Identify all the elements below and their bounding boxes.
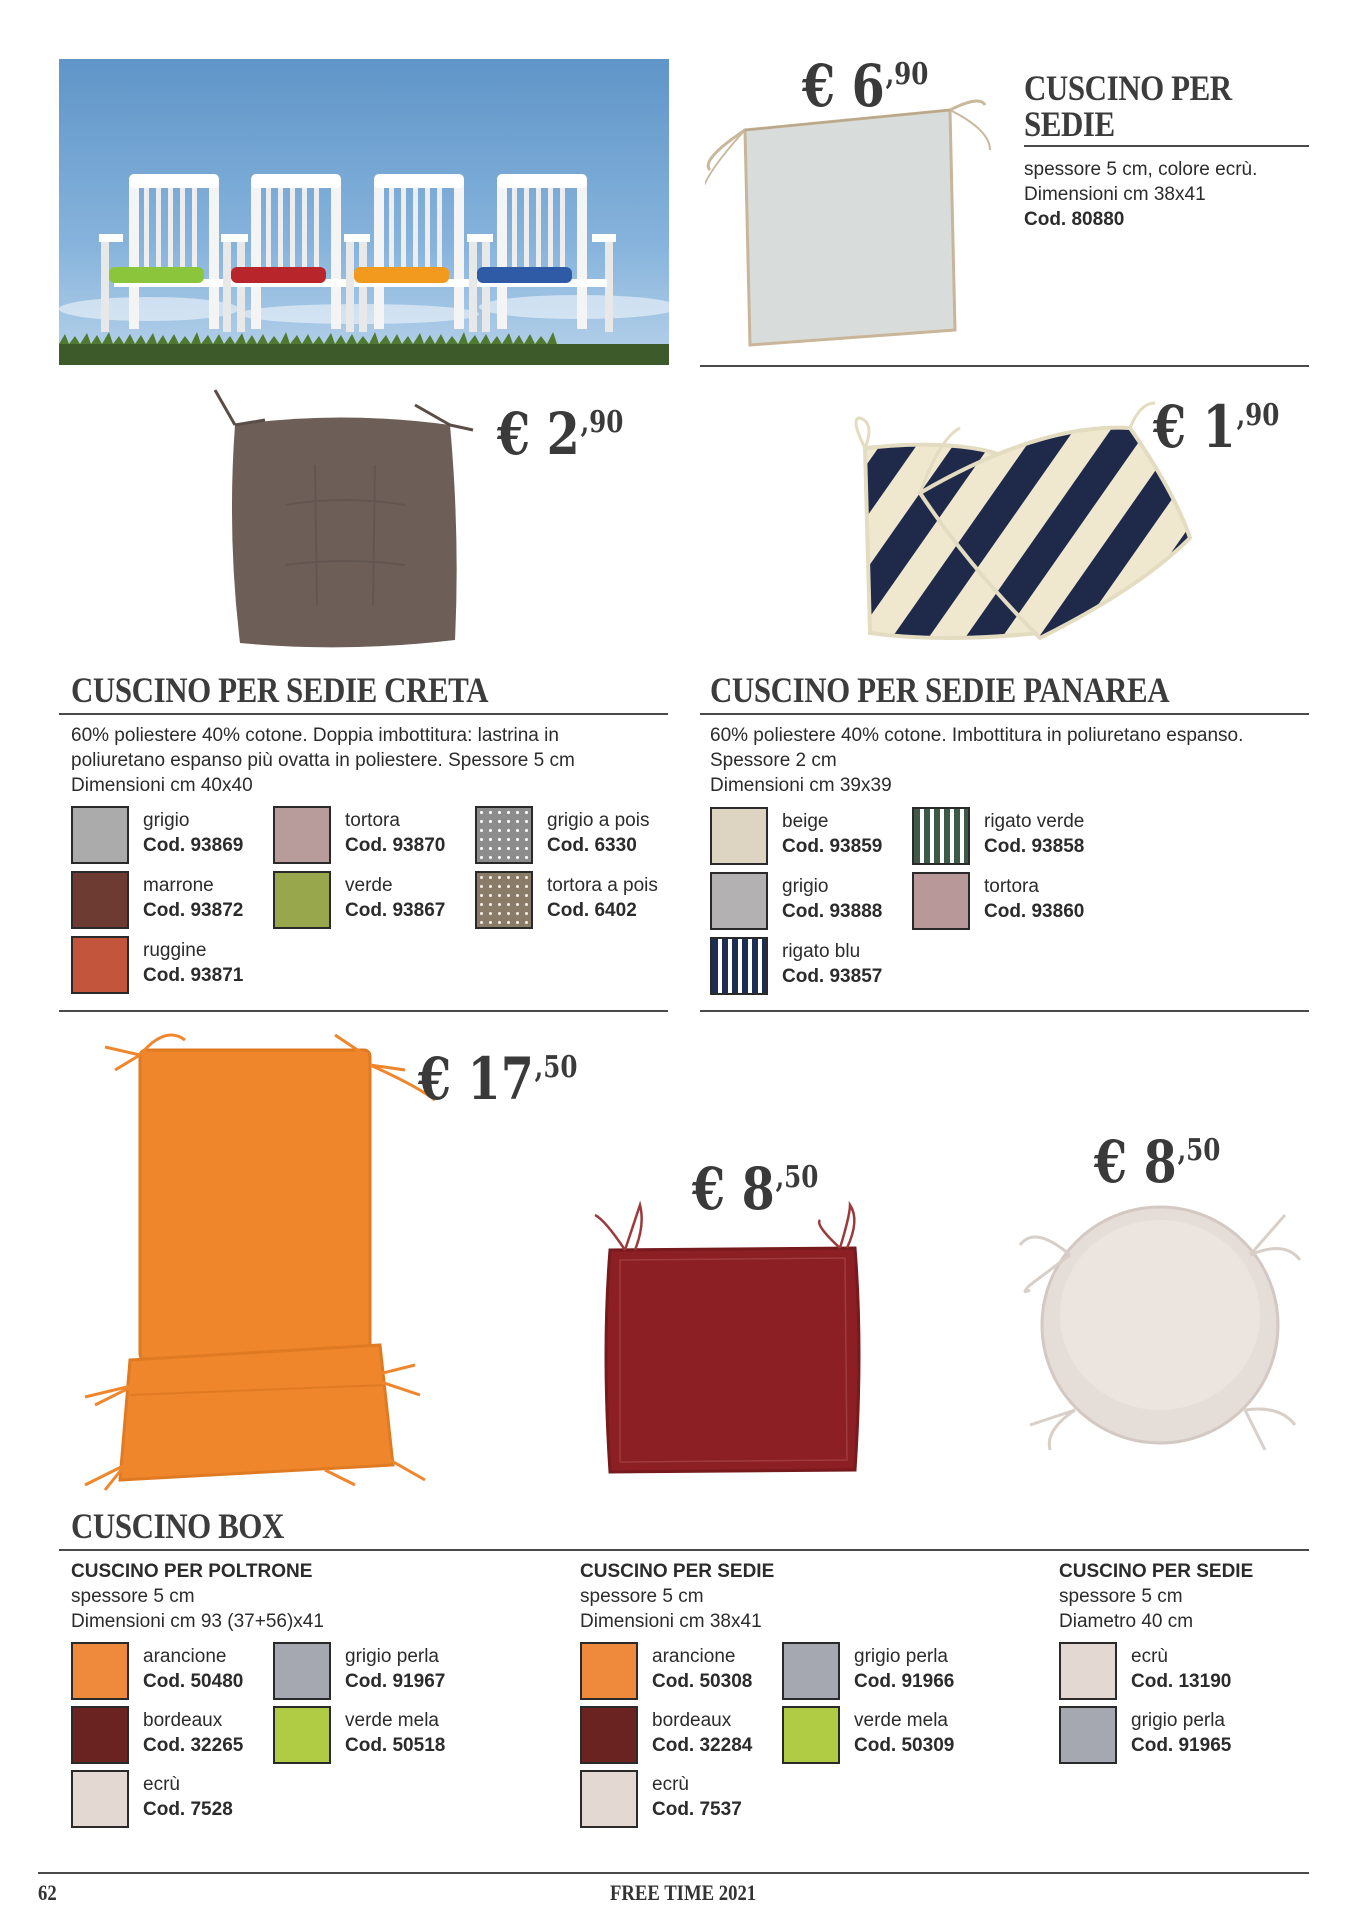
swatch-name: grigio perla (345, 1646, 439, 1667)
swatch-name: ruggine (143, 940, 207, 961)
subheading: CUSCINO PER POLTRONE (71, 1561, 313, 1582)
swatch-code: Cod. 93888 (782, 901, 883, 922)
title-creta: CUSCINO PER SEDIE CRETA (71, 670, 489, 710)
swatch-name: grigio (782, 876, 829, 897)
color-swatch (912, 807, 970, 865)
desc-cushion-ecru: spessore 5 cm, colore ecrù. Dimensioni cm 38x41 Cod. 80880 (1024, 159, 1258, 230)
swatch-code: Cod. 50309 (854, 1735, 955, 1756)
swatch-name: tortora a pois (547, 875, 658, 896)
swatch-code: Cod. 93867 (345, 900, 446, 921)
color-swatch (912, 872, 970, 930)
swatch-code: Cod. 32265 (143, 1735, 244, 1756)
cushion-sedie-bordeaux-image (585, 1200, 865, 1480)
title-panarea: CUSCINO PER SEDIE PANAREA (710, 670, 1170, 710)
swatch-code: Cod. 91966 (854, 1671, 955, 1692)
swatch-code: Cod. 7537 (652, 1799, 742, 1820)
swatch-code: Cod. 6402 (547, 900, 637, 921)
title-box: CUSCINO BOX (71, 1506, 284, 1546)
spec-poltrone: CUSCINO PER POLTRONE spessore 5 cm Dimensioni cm 93 (37+56)x41 (71, 1561, 324, 1632)
color-swatch (71, 936, 129, 994)
desc-creta: 60% poliestere 40% cotone. Doppia imbottitura: lastrina in poliuretano espanso più ovatta in poliestere. Spessore 5 cm Dimensioni cm 40x40 (71, 725, 575, 796)
swatch-code: Cod. 7528 (143, 1799, 233, 1820)
color-swatch (782, 1642, 840, 1700)
footer-divider (38, 1872, 1309, 1874)
swatch-name: verde (345, 875, 393, 896)
swatch-code: Cod. 93869 (143, 835, 244, 856)
swatch-code: Cod. 91965 (1131, 1735, 1232, 1756)
color-swatch (71, 806, 129, 864)
subheading: CUSCINO PER SEDIE (1059, 1561, 1254, 1582)
color-swatch (273, 1642, 331, 1700)
spec-sedie: CUSCINO PER SEDIE spessore 5 cm Dimensioni cm 38x41 (580, 1561, 775, 1632)
color-swatch (475, 871, 533, 929)
divider (700, 365, 1309, 367)
cushion-panarea-image (840, 398, 1200, 658)
price-sedie: € $8^{,50}$ (692, 1155, 819, 1223)
color-swatch (580, 1770, 638, 1828)
color-swatch (71, 871, 129, 929)
swatch-name: verde mela (345, 1710, 439, 1731)
color-swatch (580, 1642, 638, 1700)
swatch-name: ecrù (143, 1774, 180, 1795)
swatch-name: bordeaux (652, 1710, 732, 1731)
price-panarea: € $1^{,90}$ (1153, 393, 1280, 461)
cushion-creta-image (205, 385, 475, 655)
swatch-name: grigio perla (854, 1646, 948, 1667)
swatch-code: Cod. 50518 (345, 1735, 446, 1756)
swatch-code: Cod. 50480 (143, 1671, 244, 1692)
color-swatch (71, 1706, 129, 1764)
divider (59, 1549, 1309, 1551)
spec-tondo: CUSCINO PER SEDIE spessore 5 cm Diametro 40 cm (1059, 1561, 1254, 1632)
divider (700, 713, 1309, 715)
swatch-name: tortora (345, 810, 400, 831)
color-swatch (71, 1770, 129, 1828)
cushion-poltrone-orange-image (75, 1025, 445, 1495)
swatch-code: Cod. 93860 (984, 901, 1085, 922)
swatch-name: grigio (143, 810, 190, 831)
swatch-name: rigato blu (782, 941, 861, 962)
swatch-code: Cod. 32284 (652, 1735, 753, 1756)
swatch-name: arancione (143, 1646, 227, 1667)
color-swatch (273, 871, 331, 929)
price-poltrone: € $17^{,50}$ (418, 1045, 578, 1113)
swatch-name: beige (782, 811, 829, 832)
swatch-name: grigio a pois (547, 810, 650, 831)
swatch-name: marrone (143, 875, 214, 896)
swatch-code: Cod. 50308 (652, 1671, 753, 1692)
color-swatch (782, 1706, 840, 1764)
color-swatch (710, 807, 768, 865)
swatch-name: ecrù (1131, 1646, 1168, 1667)
price-creta: € $2^{,90}$ (497, 400, 624, 468)
price-tondo: € $8^{,50}$ (1094, 1128, 1221, 1196)
swatch-name: rigato verde (984, 811, 1085, 832)
cushion-ecru-image (705, 90, 1005, 360)
page-number: 62 (38, 1880, 57, 1905)
color-swatch (273, 1706, 331, 1764)
price-cushion-ecru: € $6^{,90}$ (802, 52, 929, 120)
swatch-name: grigio perla (1131, 1710, 1225, 1731)
color-swatch (710, 937, 768, 995)
color-swatch (580, 1706, 638, 1764)
color-swatch (475, 806, 533, 864)
swatch-code: Cod. 93872 (143, 900, 244, 921)
swatch-name: ecrù (652, 1774, 689, 1795)
color-swatch (1059, 1706, 1117, 1764)
divider (59, 713, 668, 715)
swatch-name: bordeaux (143, 1710, 223, 1731)
swatch-name: verde mela (854, 1710, 948, 1731)
color-swatch (273, 806, 331, 864)
swatch-code: Cod. 6330 (547, 835, 637, 856)
divider (700, 1010, 1309, 1012)
title-cushion-ecru: CUSCINO PER SEDIE (1024, 68, 1232, 144)
divider (59, 1010, 668, 1012)
color-swatch (1059, 1642, 1117, 1700)
swatch-name: arancione (652, 1646, 736, 1667)
desc-panarea: 60% poliestere 40% cotone. Imbottitura in poliuretano espanso. Spessore 2 cm Dimensioni cm 39x39 (710, 725, 1244, 796)
color-swatch (71, 1642, 129, 1700)
subheading: CUSCINO PER SEDIE (580, 1561, 775, 1582)
swatch-code: Cod. 93870 (345, 835, 446, 856)
swatch-code: Cod. 93858 (984, 836, 1085, 857)
swatch-code: Cod. 93871 (143, 965, 244, 986)
swatch-name: tortora (984, 876, 1039, 897)
swatch-code: Cod. 13190 (1131, 1671, 1232, 1692)
hero-photo-chairs (59, 59, 669, 365)
swatch-code: Cod. 93859 (782, 836, 883, 857)
catalog-name: FREE TIME 2021 (610, 1880, 757, 1905)
swatch-code: Cod. 91967 (345, 1671, 446, 1692)
cushion-round-ecru-image (1015, 1185, 1305, 1455)
color-swatch (710, 872, 768, 930)
divider (1024, 145, 1309, 147)
swatch-code: Cod. 93857 (782, 966, 883, 987)
